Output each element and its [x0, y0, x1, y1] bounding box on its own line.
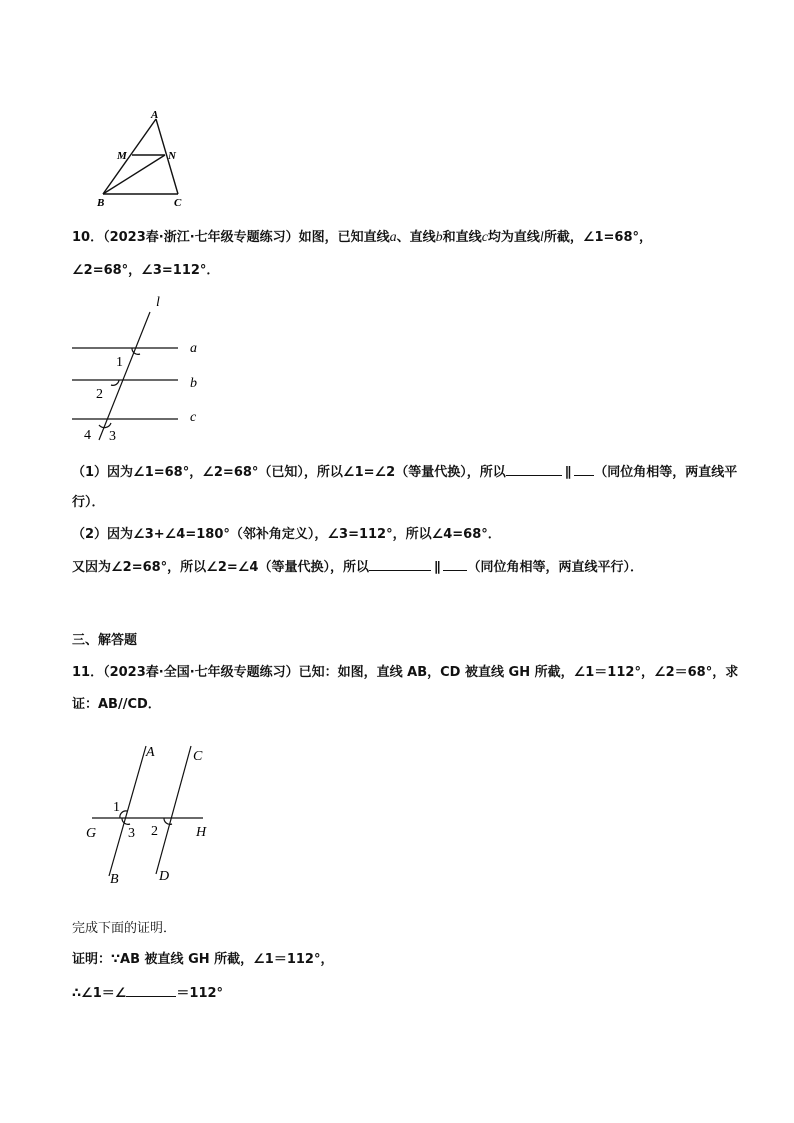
blank-2a[interactable] [369, 557, 431, 571]
angle-label-3: 3 [128, 826, 135, 841]
point-label-D: D [159, 869, 170, 884]
angle-label-1: 1 [116, 355, 123, 370]
triangle-figure [88, 104, 198, 212]
point-label-C: C [193, 749, 203, 764]
q10-part1-cont: 行）． [72, 495, 105, 510]
angle-label-4: 4 [84, 428, 91, 443]
q11-complete: 完成下面的证明． [72, 921, 177, 936]
q11-proof2: ∴∠1＝∠ ＝112° [72, 983, 223, 1003]
line-label-l: l [156, 295, 160, 310]
line-label-a: a [190, 341, 197, 356]
q10-line2: ∠2=68°，∠3=112°． [72, 263, 220, 278]
angle-label-1: 1 [113, 800, 120, 815]
q10-part2: （2）因为∠3+∠4=180°（邻补角定义），∠3=112°，所以∠4=68°． [72, 527, 501, 542]
q10-line1: 10．（2023春·浙江·七年级专题练习）如图，已知直线a、直线b和直线c均为直线l所截，∠1=68°， [72, 230, 652, 245]
label-N: N [168, 150, 176, 162]
point-label-H: H [196, 825, 207, 840]
blank-2b[interactable] [443, 557, 467, 571]
point-label-B: B [110, 872, 119, 887]
label-M: M [117, 150, 127, 162]
label-C: C [174, 197, 182, 209]
q11-line2: 证：AB//CD． [72, 697, 161, 712]
blank-1b[interactable] [574, 462, 594, 476]
angle-label-2: 2 [151, 824, 158, 839]
angle-label-3: 3 [109, 429, 116, 444]
q11-line1: 11．（2023春·全国·七年级专题练习）已知：如图，直线 AB，CD 被直线 GH 所截，∠1＝112°，∠2＝68°，求 [72, 665, 739, 680]
blank-3[interactable] [126, 983, 176, 997]
var-c: c [481, 230, 488, 245]
line-label-b: b [190, 376, 197, 391]
blank-1a[interactable] [506, 462, 562, 476]
var-b: b [435, 230, 443, 245]
angle-label-2: 2 [96, 387, 103, 402]
label-A: A [151, 109, 159, 121]
label-B: B [97, 197, 105, 209]
line-label-c: c [190, 410, 197, 425]
section-title: 三、解答题 [72, 633, 138, 648]
q11-proof1: 证明：∵AB 被直线 GH 所截，∠1＝112°， [72, 952, 334, 967]
point-label-G: G [86, 826, 97, 841]
point-label-A: A [146, 745, 155, 760]
transversal-figure [82, 740, 222, 888]
var-a: a [389, 230, 397, 245]
q10-part1: （1）因为∠1=68°，∠2=68°（已知），所以∠1=∠2（等量代换），所以 ∥ （同位角相等，两直线平 [72, 462, 737, 482]
var-l: l [539, 230, 544, 245]
q10-part3: 又因为∠2=68°，所以∠2=∠4（等量代换），所以 ∥ （同位角相等，两直线平行）． [72, 557, 643, 577]
parallel-lines-figure [66, 292, 216, 446]
